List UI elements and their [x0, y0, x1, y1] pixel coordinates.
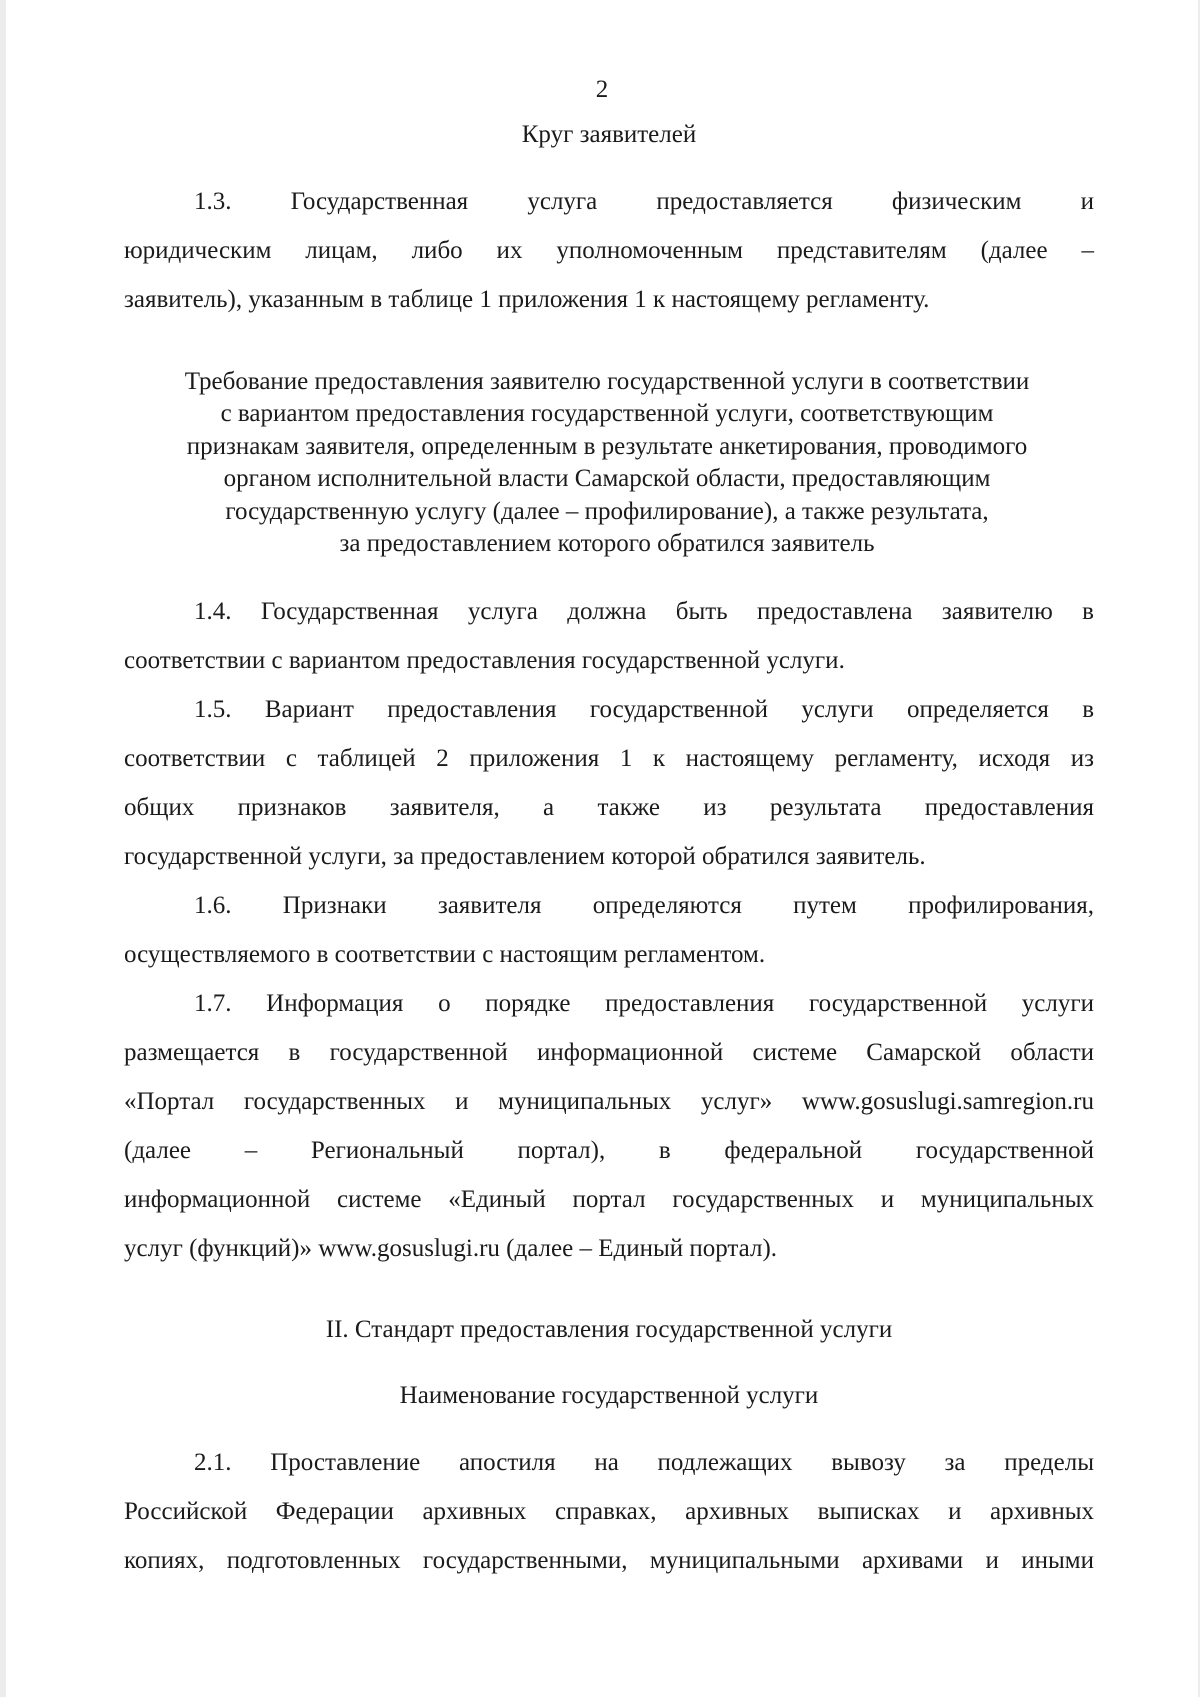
page-number: 2: [595, 76, 609, 103]
paragraph-line: услуг (функций)» www.gosuslugi.ru (далее – Единый портал).: [124, 1235, 778, 1262]
paragraph-line: Российской Федерации архивных справках, архивных выписках и архивных: [124, 1498, 1094, 1525]
heading-line: органом исполнительной власти Самарской области, предоставляющим: [223, 465, 991, 493]
paragraph-line: 1.4. Государственная услуга должна быть предоставлена заявителю в: [194, 598, 1094, 625]
paragraph-line: «Портал государственных и муниципальных услуг» www.gosuslugi.samregion.ru: [124, 1088, 1094, 1115]
heading-line: признакам заявителя, определенным в результате анкетирования, проводимого: [186, 432, 1028, 460]
paragraph-1-5: [124, 685, 1094, 881]
paragraph-line: (далее – Региональный портал), в федеральной государственной: [124, 1137, 1094, 1164]
heading-line: государственную услугу (далее – профилирование), а также результата,: [225, 497, 989, 525]
paragraph-line: осуществляемого в соответствии с настоящим регламентом.: [124, 941, 766, 968]
requirement-heading: [116, 366, 1098, 560]
paragraph-line: заявитель), указанным в таблице 1 приложения 1 к настоящему регламенту.: [124, 286, 930, 313]
paragraph-line: размещается в государственной информационной системе Самарской области: [124, 1039, 1094, 1066]
paragraph-line: 2.1. Проставление апостиля на подлежащих вывозу за пределы: [194, 1449, 1094, 1476]
heading-line: с вариантом предоставления государственной услуги, соответствующим: [220, 400, 994, 428]
paragraph-line: соответствии с таблицей 2 приложения 1 к настоящему регламенту, исходя из: [124, 745, 1094, 772]
paragraph-line: копиях, подготовленных государственными, муниципальными архивами и иными: [124, 1547, 1094, 1574]
paragraph-line: 1.7. Информация о порядке предоставления государственной услуги: [194, 990, 1094, 1017]
paragraph-1-3: [124, 177, 1094, 324]
service-name-heading: Наименование государственной услуги: [399, 1382, 819, 1409]
paragraph-1-6: [124, 881, 1094, 979]
paragraph-1-7: [124, 979, 1094, 1273]
document-page: [6, 0, 1198, 1697]
paragraph-2-1: [124, 1438, 1094, 1585]
paragraph-line: 1.5. Вариант предоставления государственной услуги определяется в: [194, 696, 1094, 723]
paragraph-1-4: [124, 587, 1094, 685]
paragraph-line: информационной системе «Единый портал государственных и муниципальных: [124, 1186, 1094, 1213]
paragraph-line: 1.6. Признаки заявителя определяются путем профилирования,: [194, 892, 1094, 919]
paragraph-line: юридическим лицам, либо их уполномоченным представителям (далее –: [124, 237, 1094, 264]
paragraph-line: соответствии с вариантом предоставления государственной услуги.: [124, 647, 845, 674]
paragraph-line: 1.3. Государственная услуга предоставляется физическим и: [194, 188, 1094, 215]
paragraph-line: государственной услуги, за предоставлением которой обратился заявитель.: [124, 843, 926, 870]
heading-line: Требование предоставления заявителю государственной услуги в соответствии: [184, 368, 1030, 395]
paragraph-line: общих признаков заявителя, а также из результата предоставления: [124, 794, 1094, 821]
section-ii-heading: II. Стандарт предоставления государственной услуги: [325, 1316, 893, 1343]
section-heading-applicants: Круг заявителей: [521, 121, 697, 148]
heading-line: за предоставлением которого обратился заявитель: [339, 530, 875, 558]
